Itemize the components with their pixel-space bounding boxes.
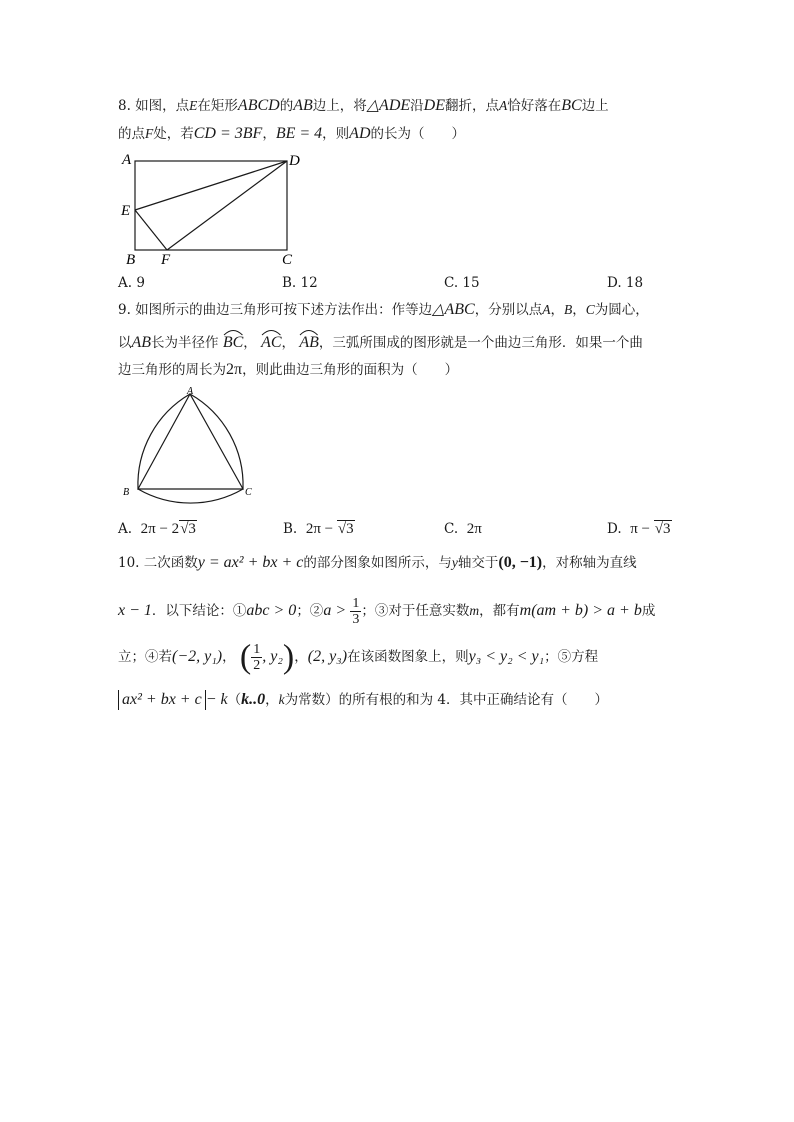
arc-ab: AB [299,330,319,353]
q8-option-a[interactable]: A. 9 [118,275,145,291]
label-f: F [161,252,171,266]
segment-ef [135,210,167,250]
label-a: A [122,152,132,168]
q10-line-2: x − 1．以下结论：①abc > 0；②a > $\frac{1}{3}$ ；③对于任意实数m，都有m(am + b) > a + b成 [118,596,656,627]
q8-figure [112,148,312,266]
absolute-value: ax² + bx + c [118,690,206,710]
q8-line-1: 8. 如图，点E在矩形ABCD的AB边上，将△ADE沿DE翻折，点A恰好落在BC边上 [118,97,609,114]
q10-line-4: ax² + bx + c − k（k..0，k为常数）的所有根的和为 4．其中正确结论有（ ） [118,690,608,710]
label-a: A [187,386,194,397]
q10-line-1: 10. 二次函数y = ax² + bx + c的部分图象如图所示，与y轴交于(0, −1)，对称轴为直线 [118,554,637,571]
q9-line-1: 9. 如图所示的曲边三角形可按下述方法作出：作等边△ABC，分别以点A，B，C为圆心， [118,301,649,318]
triangle-abc [138,394,243,489]
q9-line-3: 边三角形的周长为2π，则此曲边三角形的面积为（ ） [118,361,459,378]
label-c: C [282,252,293,266]
arc-ac: AC [261,330,281,353]
label-d: D [289,153,300,169]
q10-line-3: 立；④若(−2, y₁)， ( $\frac{1}{2}$ , y₂)，(2, y₃)在该函数图象上，则y₃ < y₂ < y₁；⑤方程 [118,638,599,676]
q9-figure [118,385,264,505]
q8-option-c[interactable]: C. 15 [444,275,480,291]
q8-option-b[interactable]: B. 12 [282,275,318,291]
q9-option-b[interactable]: B. 2π − √3 [283,521,354,537]
q8-option-d[interactable]: D. 18 [607,275,644,291]
q9-line-2: 以AB长为半径作 BC， AC， AB，三弧所围成的图形就是一个曲边三角形．如果一个曲 [118,330,643,353]
segment-fd [167,161,287,250]
fraction-one-third: $\frac{1}{3}$ [352,596,360,627]
fraction-one-half: $\frac{1}{2}$ [253,642,261,673]
arc-bc: BC [223,330,243,353]
label-b: B [126,252,136,266]
label-c: C [245,487,252,498]
q9-option-a[interactable]: A. 2π − 2√3 [118,521,196,537]
segment-ed [135,161,287,210]
q9-option-c[interactable]: C. 2π [444,521,482,537]
label-e: E [121,203,131,219]
q8-line-2: 的点F处，若CD = 3BF，BE = 4，则AD的长为（ ） [118,125,465,142]
q9-option-d[interactable]: D. π − √3 [607,521,671,537]
label-b: B [123,487,130,498]
curved-arc-bc [138,489,243,503]
rectangle-abcd [135,161,287,250]
